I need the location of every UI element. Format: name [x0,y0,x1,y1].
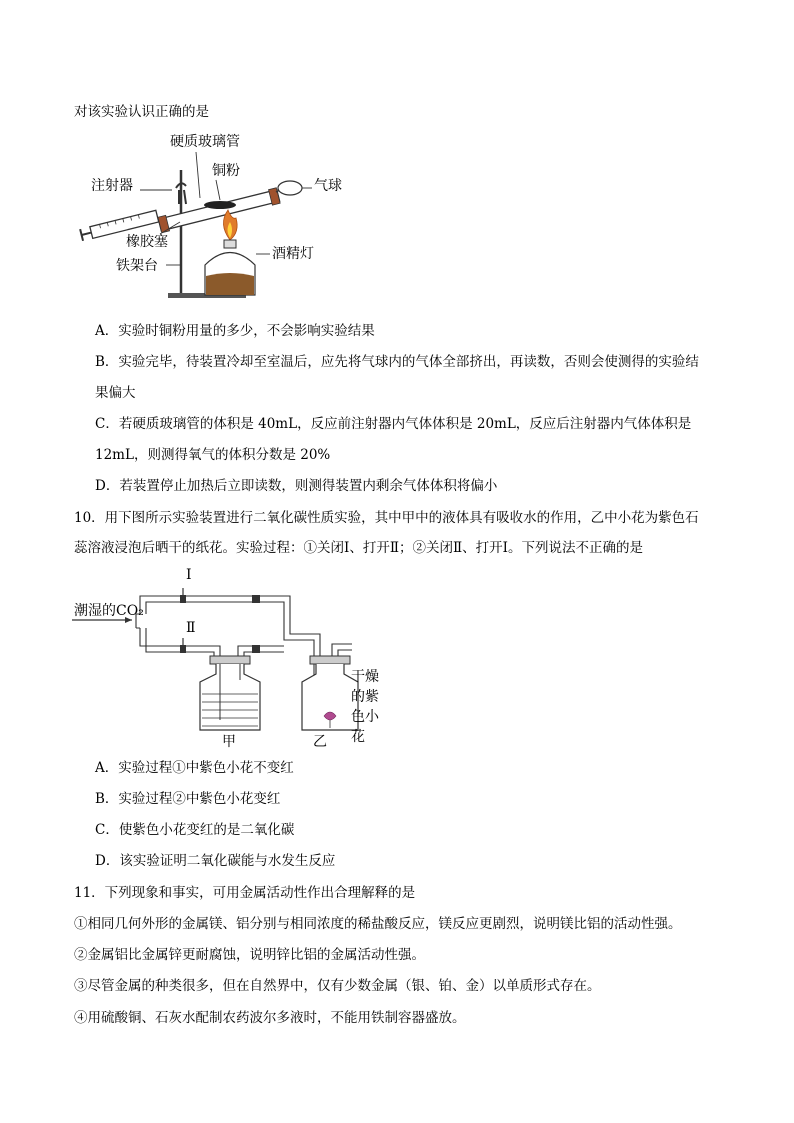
q10-apparatus-figure [70,570,390,750]
q11-item-3: ③尽管金属的种类很多，但在自然界中，仅有少数金属（银、铂、金）以单质形式存在。 [74,978,601,994]
label-flower-1: 干燥 [351,669,379,685]
label-alcohol-lamp: 酒精灯 [272,246,314,262]
label-rubber-stopper: 橡胶塞 [126,234,168,250]
q10-stem-line1: 10．用下图所示实验装置进行二氧化碳性质实验，其中甲中的液体具有吸收水的作用，乙中小花为紫色石 [74,510,699,526]
copper-powder [204,201,236,209]
label-flower-3: 色小 [351,709,379,725]
label-bottle-yi: 乙 [313,734,327,750]
valve-2 [180,638,186,653]
q9-stem-tail: 对该实验认识正确的是 [74,104,209,120]
label-flower-4: 花 [351,729,365,745]
label-flower-2: 的紫 [351,689,379,705]
balloon [276,181,302,195]
q11-item-1: ①相同几何外形的金属镁、铝分别与相同浓度的稀盐酸反应，镁反应更剧烈，说明镁比铝的活动性强。 [74,916,682,932]
label-valve-1: Ⅰ [186,567,192,583]
q9-option-c-line1: C．若硬质玻璃管的体积是 40mL，反应前注射器内气体体积是 20mL，反应后注射器内气体体积是 [95,416,692,432]
q10-option-c: C．使紫色小花变红的是二氧化碳 [95,822,295,838]
label-copper-powder: 铜粉 [212,163,240,179]
q11-item-2: ②金属铝比金属锌更耐腐蚀，说明锌比铝的金属活动性强。 [74,947,425,963]
valve-1 [180,588,186,603]
q9-option-b-line2: 果偏大 [95,385,136,401]
label-balloon: 气球 [314,178,342,194]
q9-apparatus-figure [80,130,380,305]
q10-option-a: A．实验过程①中紫色小花不变红 [95,760,294,776]
label-bottle-jia: 甲 [222,734,236,750]
q10-stem-line2: 蕊溶液浸泡后晒干的纸花。实验过程：①关闭Ⅰ、打开Ⅱ；②关闭Ⅱ、打开Ⅰ。下列说法不正确的是 [74,540,644,556]
label-iron-stand: 铁架台 [116,258,158,274]
q9-option-a: A．实验时铜粉用量的多少，不会影响实验结果 [95,323,375,339]
alcohol-lamp [205,240,255,295]
bottle-jia [200,656,260,730]
q10-option-d: D．该实验证明二氧化碳能与水发生反应 [95,853,336,869]
q9-option-c-line2: 12mL，则测得氧气的体积分数是 20% [95,447,331,463]
q11-stem: 11．下列现象和事实，可用金属活动性作出合理解释的是 [74,885,416,901]
label-inlet-co2: 潮湿的CO₂ [74,603,144,619]
label-syringe: 注射器 [91,178,133,194]
q9-option-d: D．若装置停止加热后立即读数，则测得装置内剩余气体体积将偏小 [95,478,498,494]
q11-item-4: ④用硫酸铜、石灰水配制农药波尔多液时，不能用铁制容器盛放。 [74,1010,466,1026]
q10-option-b: B．实验过程②中紫色小花变红 [95,791,281,807]
label-valve-2: Ⅱ [186,620,196,636]
q9-option-b-line1: B．实验完毕，待装置冷却至室温后，应先将气球内的气体全部挤出，再读数，否则会使测得的实验结 [95,354,699,370]
label-glass-tube: 硬质玻璃管 [170,134,240,150]
bottle-yi [302,656,358,730]
